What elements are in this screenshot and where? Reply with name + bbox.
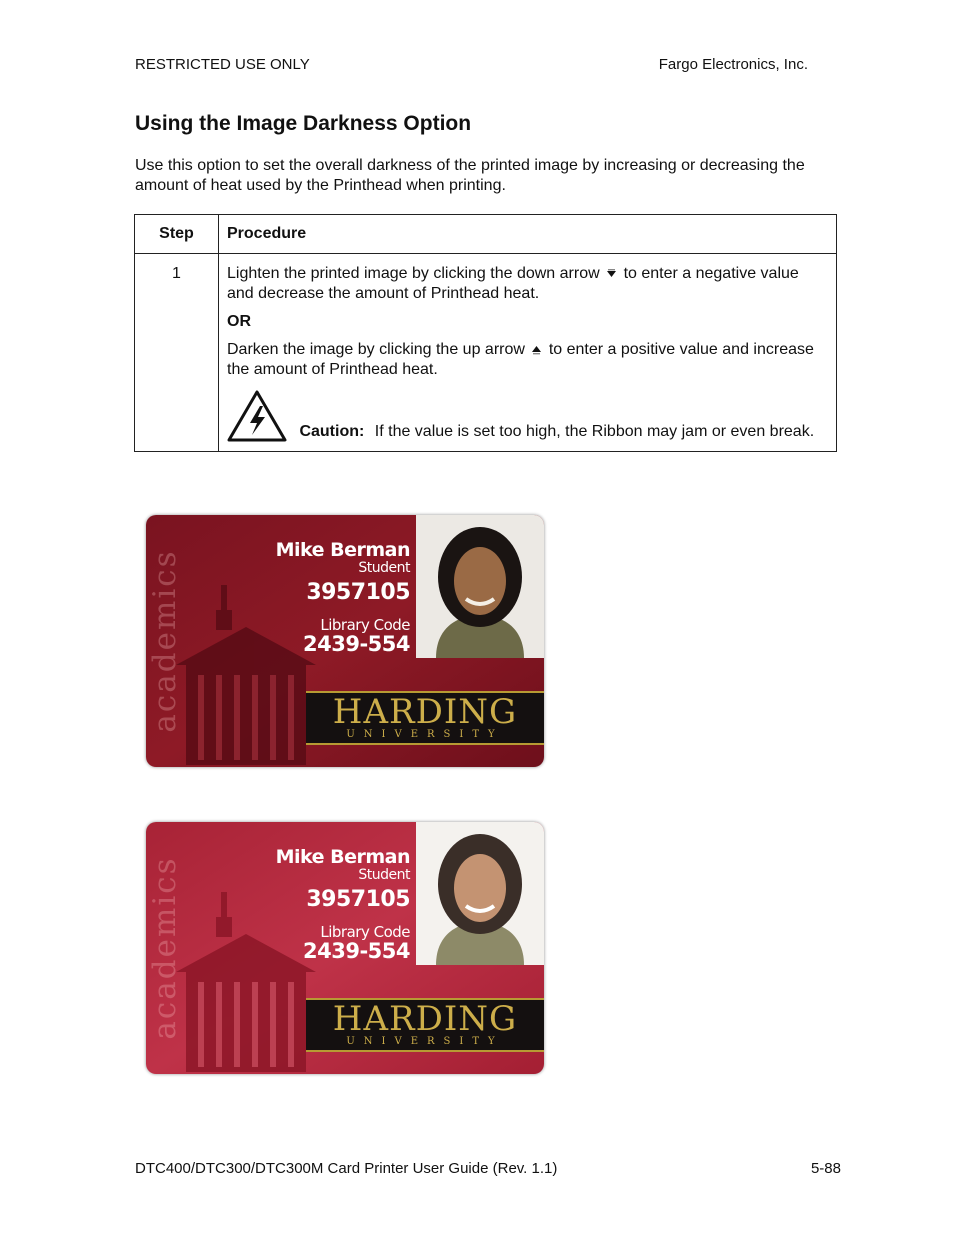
university-name: HARDING (332, 692, 518, 732)
lighten-instruction (227, 264, 828, 304)
card-library-code: 2439-554 (303, 632, 410, 656)
card-name: Mike Berman (275, 539, 410, 561)
card-library-label: Library Code (320, 616, 410, 634)
card-library-code: 2439-554 (303, 939, 410, 963)
procedure-cell (219, 254, 837, 452)
student-photo (416, 515, 544, 658)
footer-left: DTC400/DTC300/DTC300M Card Printer User Guide (Rev. 1.1) (135, 1160, 558, 1177)
caution-text: If the value is set too high, the Ribbon may jam or even break. (374, 423, 815, 440)
high-voltage-warning-icon (227, 390, 287, 442)
caution-label: Caution: (299, 423, 365, 440)
down-arrow-icon (606, 268, 617, 279)
id-card-light-sample (146, 822, 544, 1074)
student-photo (416, 822, 544, 965)
card-library-label: Library Code (320, 923, 410, 941)
header-right: Fargo Electronics, Inc. (658, 56, 808, 73)
card-name: Mike Berman (275, 846, 410, 868)
university-subtitle: UNIVERSITY (346, 729, 504, 740)
column-header-step: Step (135, 215, 219, 254)
lighten-text-a: Lighten the printed image by clicking the down arrow (227, 265, 600, 282)
vertical-watermark-text: academics (147, 856, 183, 1040)
card-role: Student (358, 867, 410, 883)
or-separator: OR (227, 313, 251, 330)
column-header-procedure: Procedure (219, 215, 837, 254)
university-subtitle: UNIVERSITY (346, 1036, 504, 1047)
darken-instruction (227, 340, 828, 380)
card-role: Student (358, 560, 410, 576)
darken-text-b: to enter a positive value and increase the amount of Printhead heat. (227, 341, 814, 378)
page-number: 5-88 (810, 1160, 841, 1177)
vertical-watermark-text: academics (147, 549, 183, 733)
caution-note (227, 390, 828, 442)
darken-text-a: Darken the image by clicking the up arrow (227, 341, 525, 358)
header-left: RESTRICTED USE ONLY (135, 56, 310, 73)
up-arrow-icon (531, 344, 542, 355)
section-title: Using the Image Darkness Option (135, 112, 472, 135)
university-logo (306, 998, 544, 1052)
card-id-number: 3957105 (306, 887, 410, 912)
university-logo (306, 691, 544, 745)
lighten-text-b: to enter a negative value and decrease the amount of Printhead heat. (227, 265, 799, 302)
id-card-dark-sample (146, 515, 544, 767)
table-header-row (135, 215, 837, 254)
procedure-table (134, 214, 837, 452)
card-id-number: 3957105 (306, 580, 410, 605)
table-row (135, 254, 837, 452)
section-intro: Use this option to set the overall darkness of the printed image by increasing or decreasing the amount of heat used by the Printhead when printing. (135, 157, 805, 194)
university-name: HARDING (332, 999, 518, 1039)
step-number: 1 (135, 254, 219, 452)
